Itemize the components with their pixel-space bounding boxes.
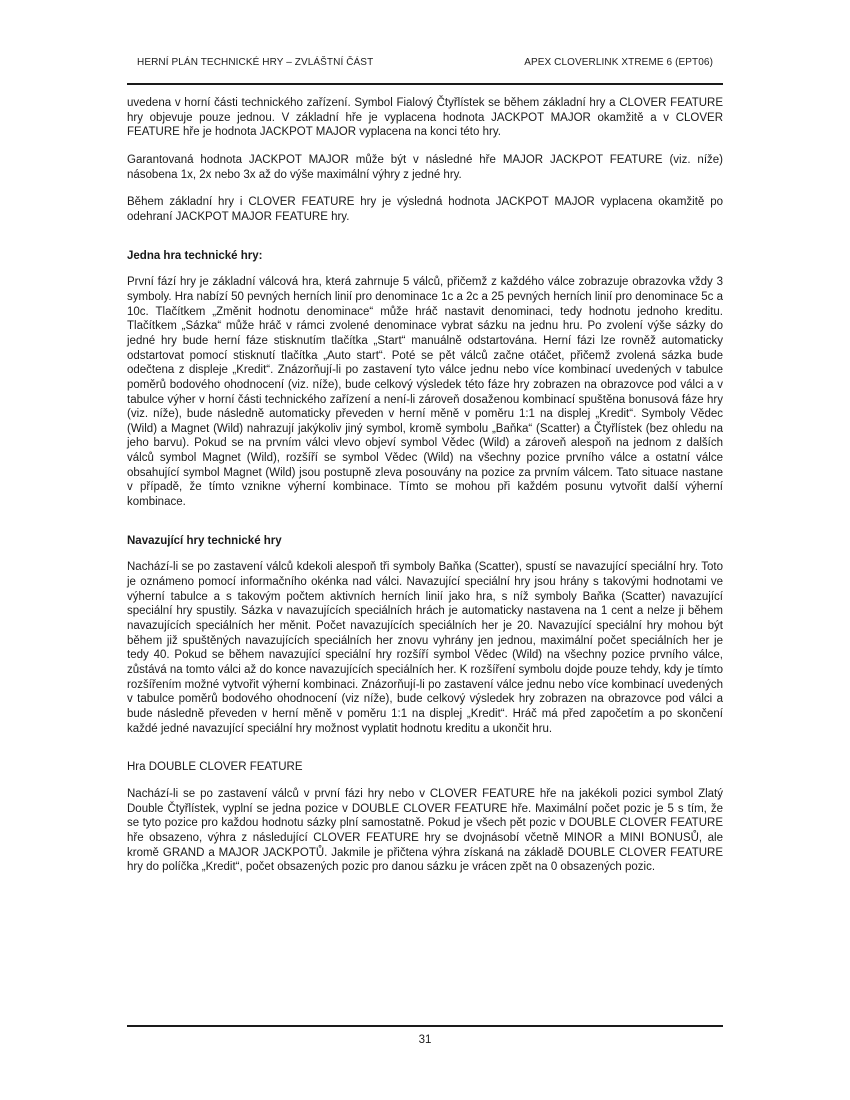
page-number: 31 [418,1034,432,1046]
paragraph-base-game-description: První fází hry je základní válcová hra, která zahrnuje 5 válců, přičemž z každého válce zobrazuje obrazovka vždy 3 symboly. Hra nabízí 50 pevných herních linií pro denominace 1c a 2c a 25 pevných herních linií pro denominace 5c a 10c. Tlačítkem „Změnit hodnotu denominace“ může hráč nastavit denominaci, tedy hodnotu jednoho kreditu. Tlačítkem „Sázka“ může hráč v rámci zvolené denominace vybrat sázku na jednu hru. Po zvolení výše sázky do jedné hry bude herní fáze stisknutím tlačítka „Start“ manuálně odstartována. Herní fázi lze rovněž automaticky odstartovat pomocí stisknutí tlačítka „Auto start“. Poté se pět válců začne otáčet, přičemž zvolená sázka bude odečtena z displeje „Kredit“. Znázorňují-li po zastavení tyto válce jednu nebo více kombinací uvedených v tabulce poměrů bodového ohodnocení (viz. níže), bude celkový výsledek této fáze hry zobrazen na obrazovce pod válci a v tabulce výher v horní části technického zařízení a není-li zároveň dosaženou kombinací spuštěna bonusová fáze hry (viz. níže), bude následně automaticky převeden v herní měně v poměru 1:1 na displej „Kredit“. Symboly Vědec (Wild) a Magnet (Wild) nahrazují jakýkoliv jiný symbol, kromě symbolu „Baňka“ (Scatter) a Čtyřlístek (bez ohledu na jeho barvu). Pokud se na prvním válci vlevo objeví symbol Vědec (Wild) a zároveň alespoň na jednom z dalších válců symbol Magnet (Wild), rozšíří se symbol Vědec (Wild) na všechny pozice prvního válce a ostatní válce obsahující symbol Magnet (Wild) jsou postupně zleva posouvány na pozice za prvním válcem. Tato situace nastane v případě, že tímto vznikne výherní kombinace. Tímto se mohou při každém posunu vytvořit další výherní kombinace. [127,276,723,509]
header-right-title: APEX CLOVERLINK XTREME 6 (EPT06) [524,57,713,68]
footer-rule [127,1025,723,1027]
page-header [127,57,723,68]
section-heading-double-clover-feature: Hra DOUBLE CLOVER FEATURE [127,761,303,774]
header-rule [127,83,723,85]
section-heading-follow-up-games: Navazující hry technické hry [127,534,282,547]
section-heading-one-game: Jedna hra technické hry: [127,249,263,262]
paragraph-payout-timing: Během základní hry i CLOVER FEATURE hry je výsledná hodnota JACKPOT MAJOR vyplacena okamžitě po odehraní JACKPOT MAJOR FEATURE hry. [127,196,723,223]
paragraph-guaranteed-value: Garantovaná hodnota JACKPOT MAJOR může být v následné hře MAJOR JACKPOT FEATURE (viz. níže) násobena 1x, 2x nebo 3x až do výše maximální výhry z jedné hry. [127,153,723,181]
paragraph-jackpot-major-intro: uvedena v horní části technického zařízení. Symbol Fialový Čtyřlístek se během základní hry a CLOVER FEATURE hry objevuje pouze jednou. V základní hře je vyplacena hodnota JACKPOT MAJOR okamžitě a v CLOVER FEATURE hře je hodnota JACKPOT MAJOR vyplacena na konci této hry. [127,97,723,139]
paragraph-free-games-description: Nachází-li se po zastavení válců kdekoli alespoň tři symboly Baňka (Scatter), spustí se navazující speciální hry. Toto je oznámeno pomocí informačního okénka nad válci. Navazující speciální hry jsou hrány s takovými hodnotami ve výherní tabulce a s takovým počtem aktivních herních linií jako hra, s níž symboly Baňka (Scatter) navazující speciální hry spustily. Sázka v navazujících speciálních hrách je automaticky nastavena na 1 cent a nelze ji během navazujících speciálních her měnit. Počet navazujících speciálních her je 20. Navazující speciální hry mohou být během již spuštěných navazujících speciálních her znovu vyhrány jen jednou, maximální počet speciálních her je tedy 40. Pokud se během navazující speciální hry rozšíří symbol Vědec (Wild) na všechny pozice prvního válce, zůstává na tomto válci až do konce navazujících speciálních her. K rozšíření symbolu dojde pouze tehdy, kdy je tímto rozšířením možné vytvořit výherní kombinaci. Znázorňují-li po zastavení válce jednu nebo více kombinací uvedených v tabulce poměrů bodového ohodnocení (viz níže), bude celkový výsledek hry zobrazen na obrazovce pod válci a bude následně převeden v herní měně v poměru 1:1 na displej „Kredit“. Hráč má před započetím a po skončení každé jedné navazující speciální hry možnost vyplatit hodnotu kreditu a ukončit hru. [127,561,723,735]
document-body [127,96,723,888]
paragraph-double-clover-description: Nachází-li se po zastavení válců v první fázi hry nebo v CLOVER FEATURE hře na jakékoli pozici symbol Zlatý Double Čtyřlístek, vyplní se jedna pozice v DOUBLE CLOVER FEATURE hře. Maximální počet pozic je 5 s tím, že se tyto pozice pro každou hodnotu sázky plní samostatně. Pokud je všech pět pozic v DOUBLE CLOVER FEATURE hře obsazeno, výhra z následující CLOVER FEATURE hry se dvojnásobí včetně MINOR a MINI BONUSŮ, ale kromě GRAND a MAJOR JACKPOTŮ. Jakmile je přičtena výhra získaná na základě DOUBLE CLOVER FEATURE hry do políčka „Kredit“, počet obsazených pozic pro danou sázku je vrácen zpět na 0 obsazených pozic. [127,787,723,874]
header-left-title: HERNÍ PLÁN TECHNICKÉ HRY – ZVLÁŠTNÍ ČÁST [137,57,374,68]
